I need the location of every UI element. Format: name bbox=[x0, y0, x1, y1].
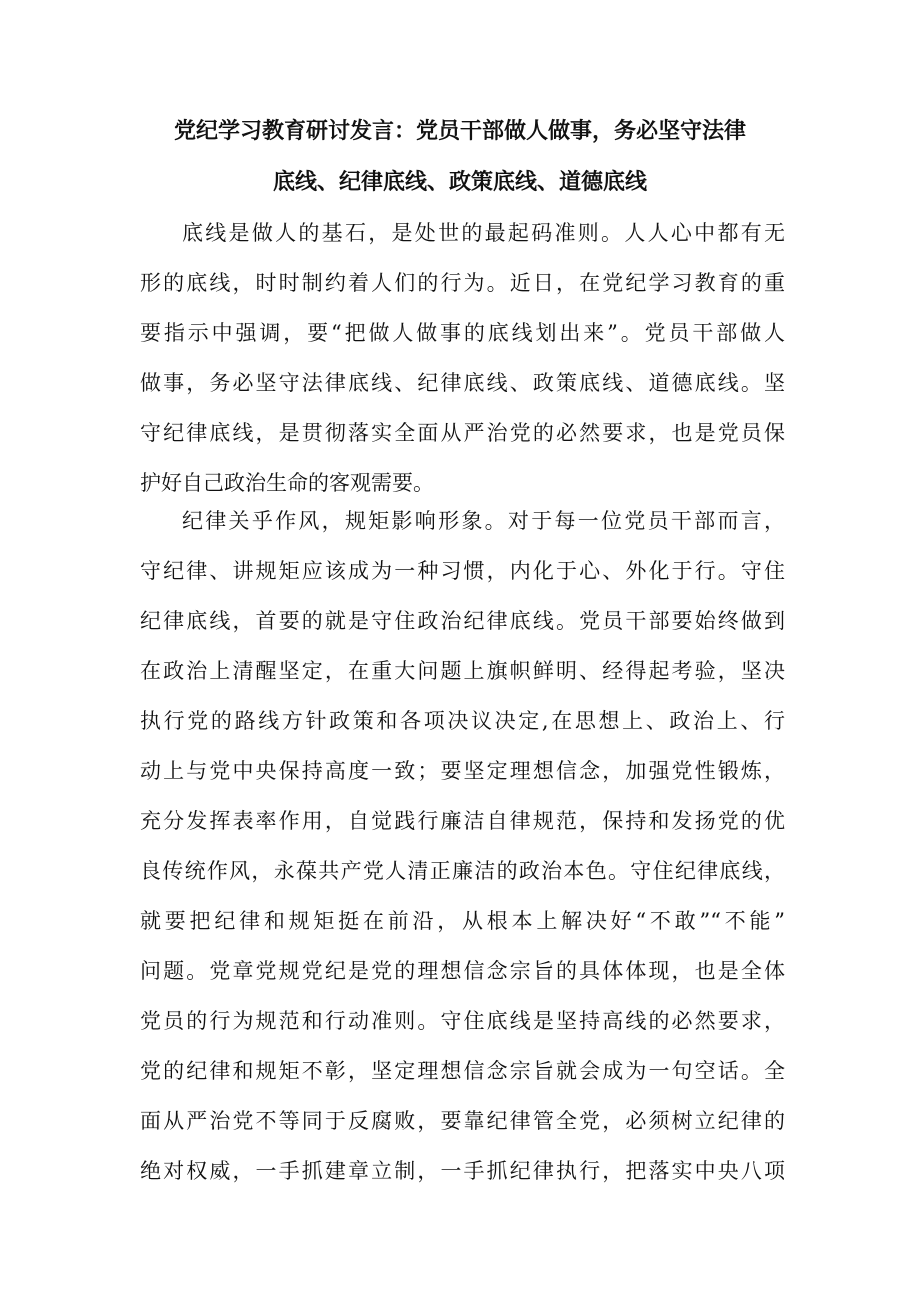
paragraph-line: 良传统作风，永葆共产党人清正廉洁的政治本色。守住纪律底线， bbox=[140, 859, 785, 883]
paragraph-line: 绝对权威，一手抓建章立制，一手抓纪律执行，把落实中央八项 bbox=[140, 1159, 785, 1183]
paragraph-line: 护好自己政治生命的客观需要。 bbox=[140, 471, 434, 495]
paragraph-line: 面从严治党不等同于反腐败，要靠纪律管全党，必须树立纪律的 bbox=[140, 1109, 785, 1133]
paragraph-line: 动上与党中央保持高度一致；要坚定理想信念，加强党性锻炼， bbox=[140, 759, 785, 783]
paragraph-line: 在政治上清醒坚定，在重大问题上旗帜鲜明、经得起考验，坚决 bbox=[140, 659, 785, 683]
paragraph-line: 守纪律、讲规矩应该成为一种习惯，内化于心、外化于行。守住 bbox=[140, 559, 785, 583]
paragraph-line: 底线是做人的基石，是处世的最起码准则。人人心中都有无 bbox=[182, 221, 785, 245]
paragraph-line: 要指示中强调，要“把做人做事的底线划出来”。党员干部做人 bbox=[140, 321, 785, 345]
paragraph-1 bbox=[140, 208, 785, 508]
paragraph-line: 党员的行为规范和行动准则。守住底线是坚持高线的必然要求， bbox=[140, 1009, 785, 1033]
paragraph-line: 形的底线，时时制约着人们的行为。近日，在党纪学习教育的重 bbox=[140, 271, 785, 295]
paragraph-line: 纪律关乎作风，规矩影响形象。对于每一位党员干部而言， bbox=[182, 509, 785, 533]
document-title-line-2: 底线、纪律底线、政策底线、道德底线 bbox=[272, 169, 647, 195]
paragraph-line: 充分发挥表率作用，自觉践行廉洁自律规范，保持和发扬党的优 bbox=[140, 809, 785, 833]
paragraph-line: 就要把纪律和规矩挺在前沿，从根本上解决好“不敢”“不能” bbox=[140, 909, 785, 933]
paragraph-line: 纪律底线，首要的就是守住政治纪律底线。党员干部要始终做到 bbox=[140, 609, 785, 633]
paragraph-line: 党的纪律和规矩不彰，坚定理想信念宗旨就会成为一句空话。全 bbox=[140, 1059, 785, 1083]
paragraph-line: 守纪律底线，是贯彻落实全面从严治党的必然要求，也是党员保 bbox=[140, 421, 785, 445]
document-title-line-1: 党纪学习教育研讨发言：党员干部做人做事，务必坚守法律 bbox=[173, 118, 746, 144]
paragraph-line: 问题。党章党规党纪是党的理想信念宗旨的具体体现，也是全体 bbox=[140, 959, 785, 983]
paragraph-line: 执行党的路线方针政策和各项决议决定,在思想上、政治上、行 bbox=[140, 709, 785, 733]
paragraph-line: 做事，务必坚守法律底线、纪律底线、政策底线、道德底线。坚 bbox=[140, 371, 785, 395]
paragraph-2 bbox=[140, 496, 785, 1196]
